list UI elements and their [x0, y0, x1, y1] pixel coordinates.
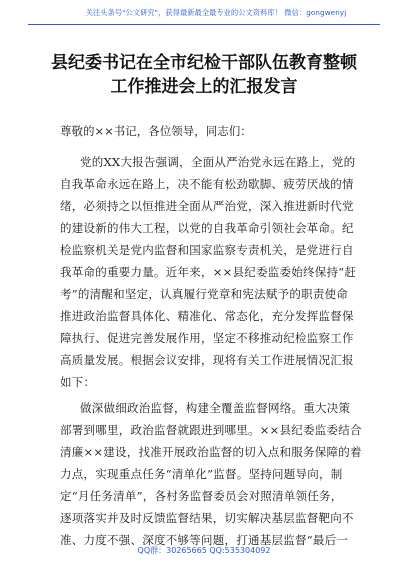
footer-contact: QQ群：30265665 QQ:535304092: [137, 546, 271, 555]
body-line: 定“月任务清单”，各村务监督委员会对照清单领任务，: [60, 489, 343, 503]
body-line: 自我革命永远在路上，决不能有松劲歇脚、疲劳厌战的情: [60, 177, 354, 191]
body-line: 党的XX大报告强调，全面从严治党永远在路上，党的: [80, 155, 356, 169]
body-line: 绪，必须持之以恒推进全面从严治党，深入推进新时代党: [60, 199, 354, 213]
header-divider: [28, 24, 380, 25]
body-line: 清廉××建设，找准开展政治监督的切入点和服务保障的着: [60, 445, 362, 459]
body-line: 推进政治监督具体化、精准化、常态化，充分发挥监督保: [60, 309, 354, 323]
body-line: 的建设新的伟大工程，以党的自我革命引领社会革命。纪: [60, 221, 354, 235]
body-line: 考”的清醒和坚定，认真履行党章和宪法赋予的职责使命: [60, 287, 349, 301]
body-line: 做深做细政治监督，构建全覆盖监督网络。重大决策: [80, 401, 351, 415]
body-line: 高质量发展。根据会议安排，现将有关工作进展情况汇报: [60, 353, 354, 367]
body-line: 障执行、促进完善发展作用，坚定不移推动纪检监察工作: [60, 331, 354, 345]
document-title: [20, 51, 388, 99]
header-note: 关注头条号"公文研究"，获得最新最全最专业的公文资料库！ 微信：gongwenyj: [85, 8, 347, 17]
body-line: 力点，实现重点任务“清单化”监督。坚持问题导向，制: [60, 467, 343, 481]
body-line: 部署到哪里，政治监督就跟进到哪里。××县纪委监委结合: [60, 423, 362, 437]
salutation: 尊敬的××书记，各位领导，同志们：: [60, 124, 252, 138]
body-line: 检监察机关是党内监督和国家监察专责机关，是党进行自: [60, 243, 354, 257]
body-line: 逐项落实并及时反馈监督结果，切实解决基层监督靶向不: [60, 511, 354, 525]
body-line: 我革命的重要力量。近年来，××县纪委监委始终保持“赶: [60, 265, 357, 279]
body-line: 准、力度不强、深度不够等问题，打通基层监督“最后一: [60, 533, 349, 547]
title-line-1: 县纪委书记在全市纪检干部队伍教育整顿: [51, 53, 357, 73]
body-line: 如下：: [60, 375, 96, 389]
title-line-2: 工作推进会上的汇报发言: [110, 77, 298, 97]
